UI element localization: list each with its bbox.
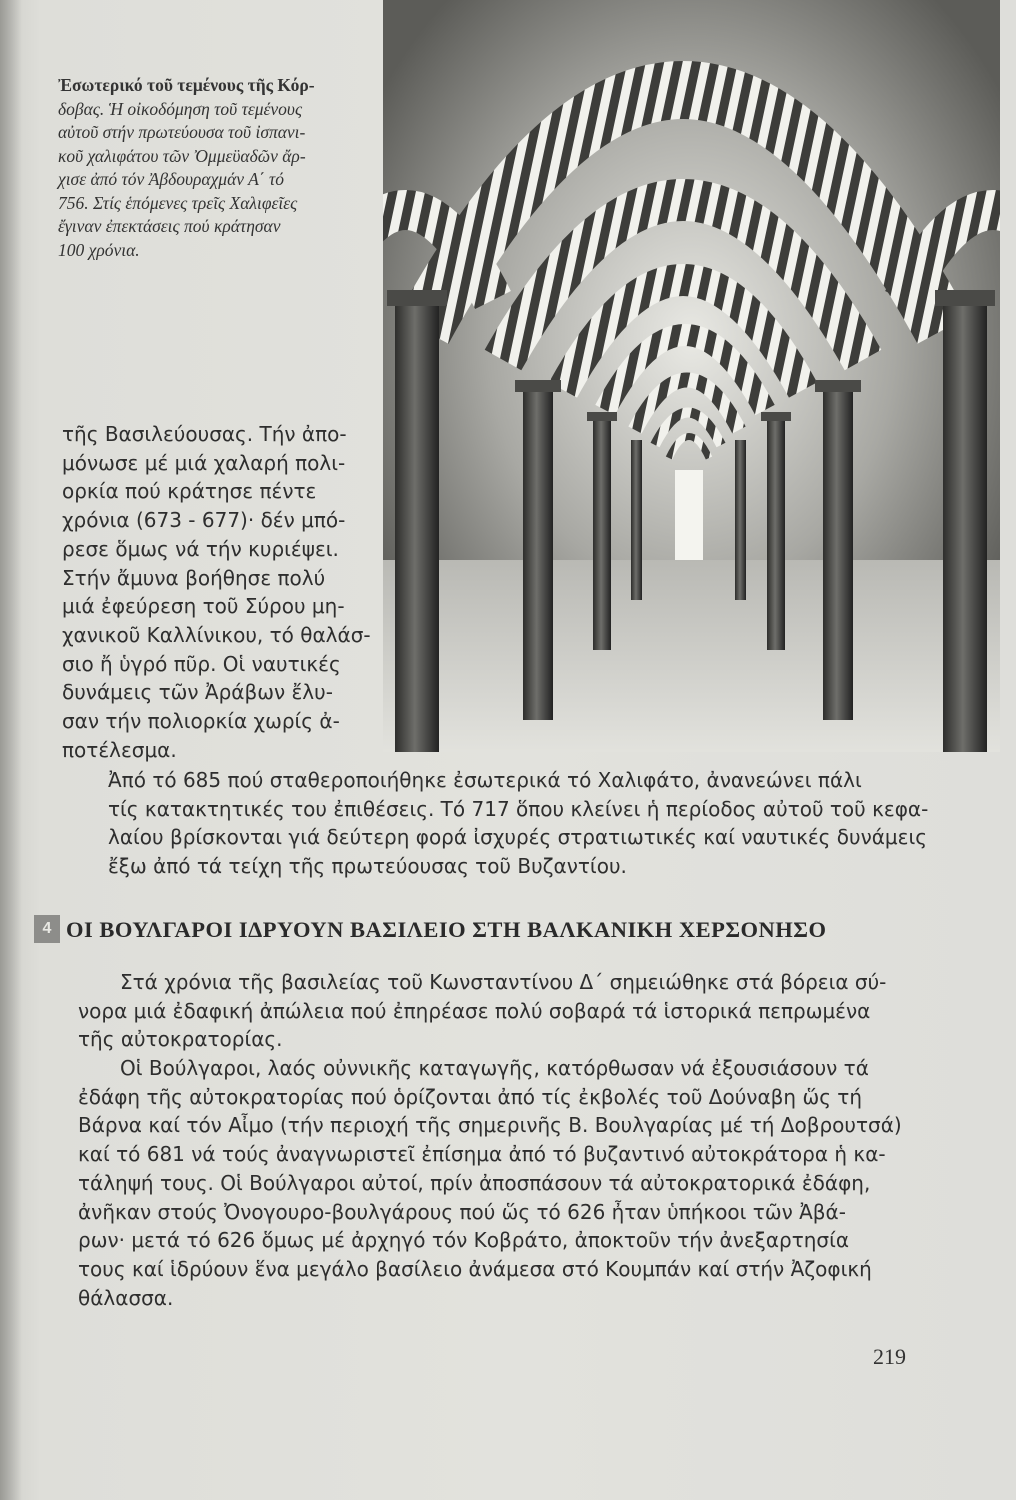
text-line: τους καί ἱδρύουν ἕνα μεγάλο βασίλειο ἀνάμεσα στό Κουμπάν καί στήν Ἀζοφική — [78, 1256, 872, 1281]
text-line: ἀνῆκαν στούς Ὀνογουρο-βουλγάρους πού ὥς τό 626 ἦταν ὑπήκοοι τῶν Ἀβά- — [78, 1199, 846, 1224]
caption-line: αὐτοῦ στήν πρωτεύουσα τοῦ ἰσπανι- — [58, 122, 306, 142]
section-title: ΟΙ ΒΟΥΛΓΑΡΟΙ ΙΔΡΥΟΥΝ ΒΑΣΙΛΕΙΟ ΣΤΗ ΒΑΛΚΑΝΙΚΗ ΧΕΡΣΟΝΗΣΟ — [66, 917, 827, 942]
text-line: Βάρνα καί τόν Αἶμο (τήν περιοχή τῆς σημερινῆς Β. Βουλγαρίας μέ τή Δοβρουτσά) — [78, 1113, 902, 1138]
text-line: καί τό 681 νά τούς ἀναγνωριστεῖ ἐπίσημα ἀπό τό βυζαντινό αὐτοκράτορα ἡ κα- — [78, 1142, 886, 1167]
mosque-arches-photo — [383, 0, 1000, 752]
text-line: νορα μιά ἐδαφική ἀπώλεια πού ἐπηρέασε πολύ σοβαρά τά ἱστορικά πεπρωμένα — [78, 998, 871, 1023]
caption-line: 100 χρόνια. — [58, 239, 140, 260]
caption-line: ἔγιναν ἐπεκτάσεις πού κράτησαν — [58, 216, 281, 236]
caption-line: δοβας. Ἡ οἰκοδόμηση τοῦ τεμένους — [58, 98, 303, 119]
text-line: σιο ἤ ὑγρό πῦρ. Οἱ ναυτικές — [62, 651, 341, 676]
text-line: χρόνια (673 - 677)· δέν μπό- — [62, 508, 346, 533]
section-number-badge: 4 — [34, 915, 60, 943]
text-line: ρων· μετά τό 626 ὅμως μέ ἀρχηγό τόν Κοβράτο, ἀποκτοῦν τήν ἀνεξαρτησία — [78, 1228, 850, 1253]
full-width-text — [108, 766, 988, 881]
text-line: τάληψή τους. Οἱ Βούλγαροι αὐτοί, πρίν ἀποσπάσουν τά αὐτοκρατορικά ἐδάφη, — [78, 1170, 871, 1195]
text-line: ἔξω ἀπό τά τείχη τῆς πρωτεύουσας τοῦ Βυζαντίου. — [108, 854, 627, 879]
caption-line: χισε ἀπό τόν Ἀβδουραχμάν Α΄ τό — [58, 169, 285, 189]
photo-caption — [58, 74, 383, 262]
caption-line: 756. Στίς ἑπόμενες τρεῖς Χαλιφεῖες — [58, 192, 298, 213]
text-line: λαίου βρίσκονται γιά δεύτερη φορά ἰσχυρές στρατιωτικές καί ναυτικές δυνάμεις — [108, 825, 927, 850]
text-line: τίς κατακτητικές του ἐπιθέσεις. Τό 717 ὅπου κλείνει ἡ περίοδος αὐτοῦ τοῦ κεφα- — [108, 796, 929, 821]
caption-body — [58, 98, 383, 263]
text-line: τῆς Βασιλεύουσας. Τήν ἀπο- — [62, 422, 347, 446]
text-line: μιά ἐφεύρεση τοῦ Σύρου μη- — [62, 594, 345, 619]
text-line: ποτέλεσμα. — [62, 737, 177, 762]
text-line: μόνωσε μέ μιά χαλαρή πολι- — [62, 450, 346, 475]
text-line: θάλασσα. — [78, 1285, 174, 1310]
text-line: ορκία πού κράτησε πέντε — [62, 479, 317, 504]
text-line: ρεσε ὅμως νά τήν κυριέψει. — [62, 536, 339, 561]
text-line: χανικοῦ Καλλίνικου, τό θαλάσ- — [62, 622, 371, 647]
text-line: ἐδάφη τῆς αὐτοκρατορίας πού ὁρίζονται ἀπό τίς ἐκβολές τοῦ Δούναβη ὥς τή — [78, 1084, 863, 1109]
text-line: τῆς αὐτοκρατορίας. — [78, 1027, 283, 1052]
text-line: Στά χρόνια τῆς βασιλείας τοῦ Κωνσταντίνου Δ΄ σημειώθηκε στά βόρεια σύ- — [120, 970, 887, 994]
page-gutter-shadow — [0, 0, 22, 1500]
text-line: Ἀπό τό 685 πού σταθεροποιήθηκε ἐσωτερικά τό Χαλιφάτο, ἀνανεώνει πάλι — [108, 768, 862, 792]
side-column-text — [62, 420, 380, 764]
text-line: σαν τήν πολιορκία χωρίς ἀ- — [62, 709, 340, 734]
caption-line: κοῦ χαλιφάτου τῶν Ὀμμεϋαδῶν ἄρ- — [58, 145, 306, 166]
paragraph-1 — [78, 968, 958, 1054]
text-line: Στήν ἄμυνα βοήθησε πολύ — [62, 565, 326, 590]
section-heading — [34, 915, 934, 949]
mosque-arches-illustration — [383, 0, 1000, 752]
page-number: 219 — [873, 1344, 906, 1369]
paragraph-2 — [78, 1054, 958, 1312]
text-line: Οἱ Βούλγαροι, λαός οὐννικῆς καταγωγῆς, κατόρθωσαν νά ἐξουσιάσουν τά — [120, 1056, 869, 1080]
text-line: δυνάμεις τῶν Ἀράβων ἔλυ- — [62, 680, 333, 705]
caption-title: Ἐσωτερικό τοῦ τεμένους τῆς Κόρ- — [58, 75, 315, 95]
